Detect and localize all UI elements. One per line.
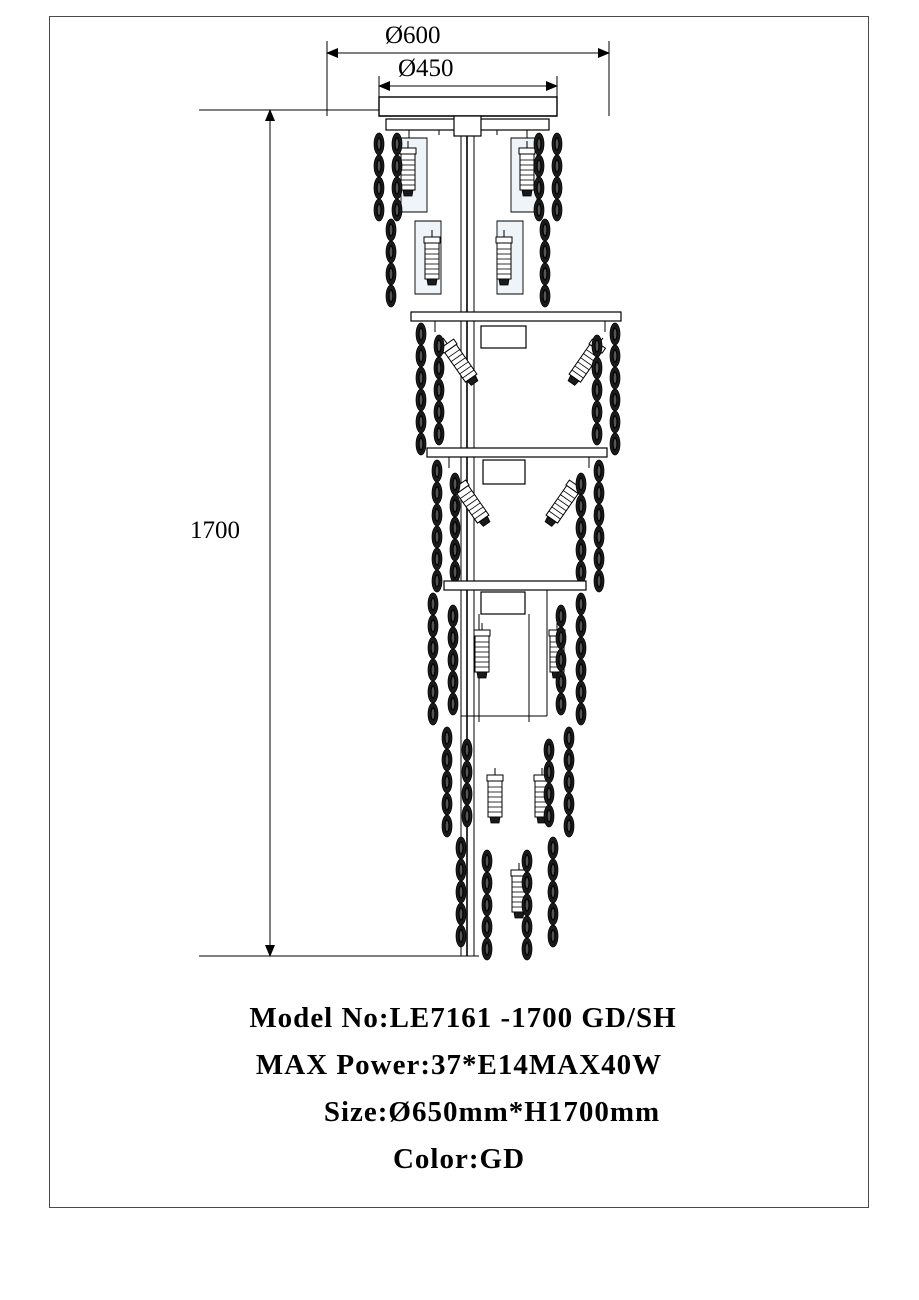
spec-max-power: MAX Power:37*E14MAX40W [255, 1049, 663, 1081]
center-rod [461, 116, 474, 956]
tier-6 [456, 837, 558, 960]
dimension-label-inner-diameter: Ø450 [398, 55, 454, 82]
tier-5 [442, 727, 574, 837]
spec-color: Color:GD [392, 1143, 526, 1175]
dimension-label-height: 1700 [190, 517, 240, 544]
spec-size: Size:Ø650mm*H1700mm [323, 1096, 661, 1128]
tier-4 [428, 581, 586, 725]
dimension-label-outer-diameter: Ø600 [385, 22, 441, 49]
specification-block [49, 995, 869, 1183]
crystal-strands-tier5 [442, 727, 574, 837]
tier-2 [411, 312, 621, 455]
crystal-strands-tier6 [456, 837, 558, 960]
tier-3 [427, 448, 607, 592]
spec-model-no: Model No:LE7161 -1700 GD/SH [249, 1002, 677, 1034]
tier-1 [374, 116, 562, 307]
ceiling-plate [379, 97, 557, 116]
